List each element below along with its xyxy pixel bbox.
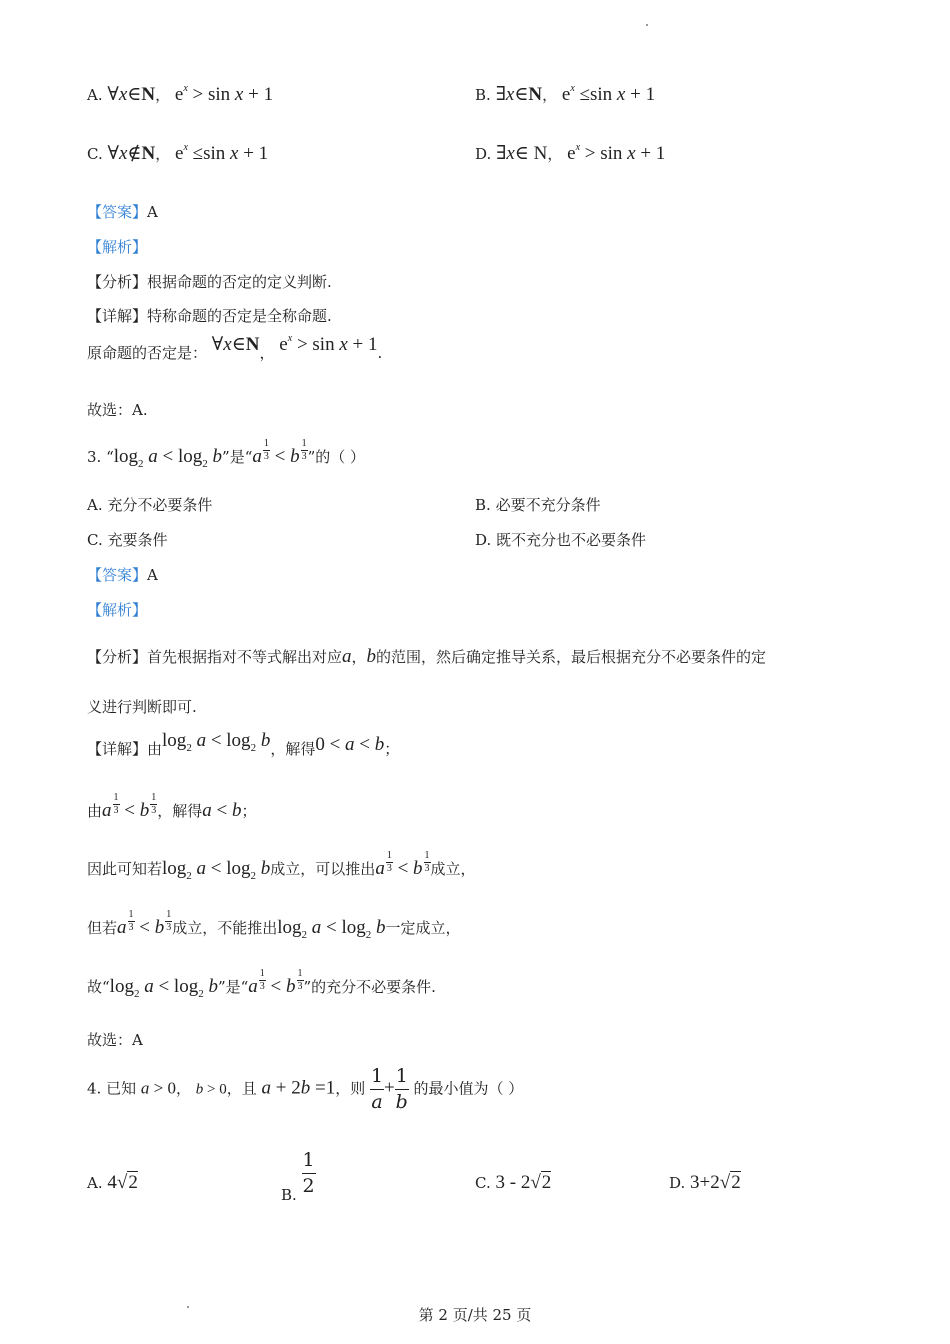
q3-detail-3: 因此可知若$\log_2 a < \log_2 b$成立，可以推出a $\frac{1}{3}$ < b $\frac{1}{3}$ 成立， [87,850,476,882]
q2-option-a: A. ∀x∈N， $e^x > \sin x + 1$ [87,83,274,105]
q4-option-b: B. $\frac{1}{2}$ [281,1149,315,1204]
q2-option-a-math: ∀x∈N [107,84,156,105]
q3-analysis-tag: 【解析】 [87,601,148,619]
scan-dot [646,24,648,26]
q2-negation: 原命题的否定是： ∀x∈N， $e^x > \sin x + 1$. [87,333,383,362]
q3-stem: 3. “$\log_2$ $a < \log_2 b$”是“a $\frac{1}{3}$ < b $\frac{1}{3}$ ”的（ ） [87,438,366,470]
q3-final: 故选：A [87,1031,143,1049]
q3-option-d: D. 既不充分也不必要条件 [475,531,647,549]
q4-option-d: D. 3+2√2 [669,1172,741,1193]
q2-option-c: C. ∀x∉N， $e^x \le\sin$ x + 1 [87,142,269,164]
q4-option-a: A. 4√2 [87,1172,138,1193]
q2-option-b: B. ∃x∈N， $e^x \le\sin$ x + 1 [475,83,656,105]
q2-option-d: D. ∃x∈ N， $e^x > \sin x + 1$ [475,142,666,164]
q4-stem: 4. 已知 a > 0， b > 0，且 a + 2b =1，则 $\frac{1}{a}$ + $\frac{1}{b}$ 的最小值为（ ） [87,1065,524,1113]
q4-frac-1a: $\frac{1}{a}$ [370,1065,384,1113]
q4-frac-1b: $\frac{1}{b}$ [395,1065,408,1113]
q2-analysis-tag: 【解析】 [87,238,148,256]
q3-detail-1: 【详解】由$\log_2 a < \log_2 b$，解得0 < a < b； [87,730,400,758]
page-footer: 第 2 页/共 25 页 [418,1306,532,1324]
q3-fenxi-cont: 义进行判断即可. [87,698,197,716]
q3-detail-2: 由a $\frac{1}{3}$ < b $\frac{1}{3}$ ，解得a < b； [87,792,257,821]
q3-option-a: A. 充分不必要条件 [87,496,213,514]
q4-option-c: C. 3 - 2√2 [475,1172,552,1193]
q2-answer: 【答案】A [87,203,158,221]
q2-final: 故选：A. [87,401,148,419]
q3-fenxi: 【分析】首先根据指对不等式解出对应a，b的范围，然后确定推导关系，最后根据充分不必要条件的定 [87,646,767,667]
q2-fenxi: 【分析】根据命题的否定的定义判断. [87,273,332,291]
q3-detail-4: 但若a $\frac{1}{3}$ < b $\frac{1}{3}$ 成立，不能推出$\log_2 a < \log_2 b$一定成立， [87,909,461,941]
q3-detail-5: 故“$\log_2$ $a < \log_2 b$”是“a $\frac{1}{3}$ < b $\frac{1}{3}$ ”的充分不必要条件. [87,968,436,1000]
q3-option-b: B. 必要不充分条件 [475,496,601,514]
q3-option-c: C. 充要条件 [87,531,168,549]
q2-xiangjie: 【详解】特称命题的否定是全称命题. [87,307,332,325]
q2-option-d-math: ∃x∈ N [496,143,548,164]
q2-option-c-math: ∀x∉N [107,143,156,164]
q2-option-b-math: ∃x∈N [495,84,543,105]
q3-answer: 【答案】A [87,566,158,584]
